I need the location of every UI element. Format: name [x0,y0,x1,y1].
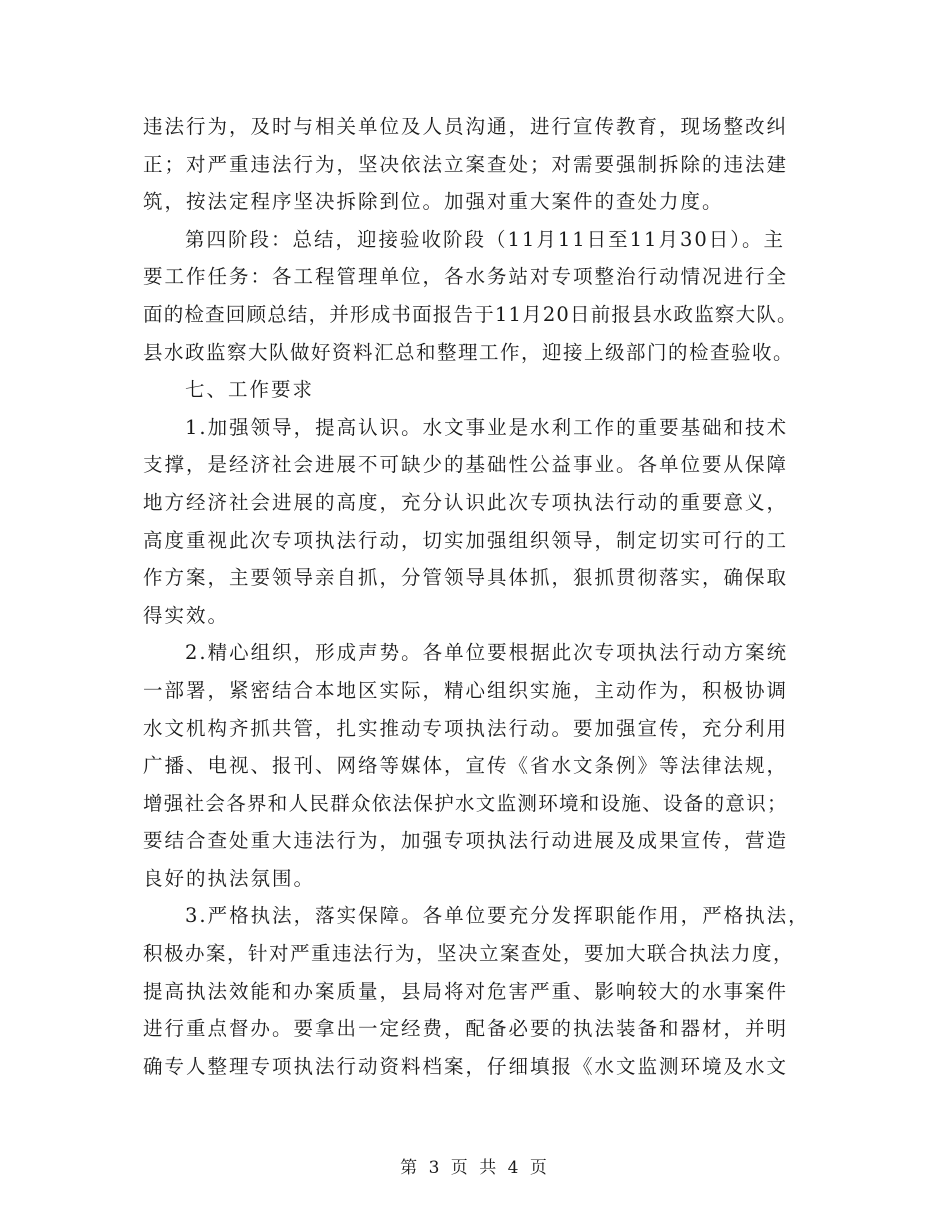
text-line: 要工作任务：各工程管理单位，各水务站对专项整治行动情况进行全 [143,265,789,289]
text-line: 得实效。 [143,603,230,627]
text-line: 一部署，紧密结合本地区实际，精心组织实施，主动作为，积极协调 [143,678,789,702]
text-line: 增强社会各界和人民群众依法保护水文监测环境和设施、设备的意识； [143,791,788,815]
text-line: 广播、电视、报刊、网络等媒体，宣传《省水文条例》等法律法规， [143,754,789,778]
document-body [143,108,823,1085]
text-line: 面的检查回顾总结，并形成书面报告于11月20日前报县水政监察大队。 [143,302,798,326]
text-line: 高度重视此次专项执法行动，切实加强组织领导，制定切实可行的工 [143,528,789,552]
text-line: 违法行为，及时与相关单位及人员沟通，进行宣传教育，现场整改纠 [143,115,789,138]
paragraph-start-line: 第四阶段：总结，迎接验收阶段（11月11日至11月30日）。主 [185,227,786,251]
text-line: 要结合查处重大违法行为，加强专项执法行动进展及成果宣传，营造 [143,829,789,853]
text-line: 水文机构齐抓共管，扎实推动专项执法行动。要加强宣传，充分利用 [143,716,789,740]
text-line: 地方经济社会进展的高度，充分认识此次专项执法行动的重要意义， [143,490,789,514]
text-line: 积极办案，针对严重违法行为，坚决立案查处，要加大联合执法力度， [143,942,795,966]
paragraph-start-line: 3.严格执法，落实保障。各单位要充分发挥职能作用，严格执法， [185,904,810,928]
text-line: 良好的执法氛围。 [143,866,316,890]
text-line: 进行重点督办。要拿出一定经费，配备必要的执法装备和器材，并明 [143,1017,789,1041]
text-line: 筑，按法定程序坚决拆除到位。加强对重大案件的查处力度。 [143,190,724,214]
text-line: 正；对严重违法行为，坚决依法立案查处；对需要强制拆除的违法建 [143,152,789,176]
text-line: 提高执法效能和办案质量，县局将对危害严重、影响较大的水事案件 [143,979,789,1003]
text-line: 支撑，是经济社会进展不可缺少的基础性公益事业。各单位要从保障 [143,453,789,477]
text-line: 县水政监察大队做好资料汇总和整理工作，迎接上级部门的检查验收。 [143,340,795,364]
text-line: 作方案，主要领导亲自抓，分管领导具体抓，狠抓贯彻落实，确保取 [143,566,789,590]
paragraph-start-line: 2.精心组织，形成声势。各单位要根据此次专项执法行动方案统 [185,641,789,665]
text-line: 确专人整理专项执法行动资料档案，仔细填报《水文监测环境及水文 [143,1054,789,1078]
paragraph-start-line: 1.加强领导，提高认识。水文事业是水利工作的重要基础和技术 [185,415,789,439]
section-heading: 七、工作要求 [185,378,315,402]
page-number-footer: 第 3 页 共 4 页 [400,1158,550,1178]
